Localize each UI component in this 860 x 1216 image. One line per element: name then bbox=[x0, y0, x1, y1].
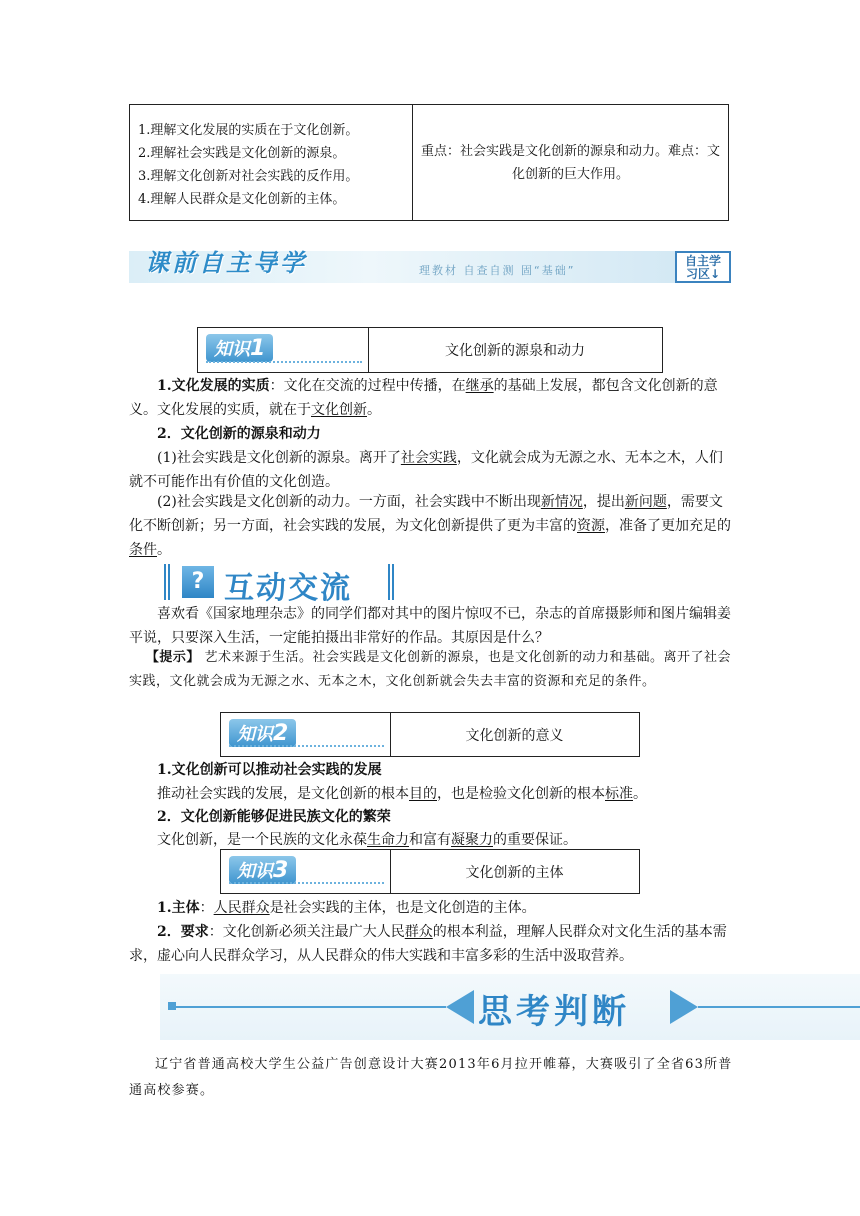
knowledge-box-1 bbox=[197, 327, 663, 373]
objective-item: 3.理解文化创新对社会实践的反作用。 bbox=[138, 169, 359, 184]
left-arrow-icon bbox=[446, 990, 474, 1024]
dotted-line bbox=[206, 361, 362, 363]
square-decoration bbox=[168, 1002, 176, 1010]
knowledge-badge: 知识1 bbox=[206, 334, 273, 362]
think-title: 思考判断 bbox=[478, 992, 630, 1032]
knowledge-title: 文化创新的源泉和动力 bbox=[445, 342, 585, 358]
objective-item: 1.理解文化发展的实质在于文化创新。 bbox=[138, 123, 359, 138]
knowledge-title: 文化创新的主体 bbox=[465, 863, 564, 880]
heading-source-power: 2．文化创新的源泉和动力 bbox=[157, 426, 321, 442]
paragraph-power: (2)社会实践是文化创新的动力。一方面，社会实践中不断出现新情况，提出新问题，需要文化不断创新；另一方面，社会实践的发展，为文化创新提供了更为丰富的资源，准备了更加充足的条件。 bbox=[129, 494, 731, 558]
paragraph-purpose: 推动社会实践的发展，是文化创新的根本目的，也是检验文化创新的根本标准。 bbox=[157, 786, 647, 802]
knowledge-tag bbox=[221, 713, 391, 756]
knowledge-title: 文化创新的意义 bbox=[465, 726, 564, 743]
question-icon: ? bbox=[182, 566, 214, 598]
paragraph-essence: 1.文化发展的实质：文化在交流的过程中传播，在继承的基础上发展，都包含文化创新的意义。文化发展的实质，就在于文化创新。 bbox=[129, 378, 718, 418]
knowledge-badge: 知识3 bbox=[229, 856, 296, 884]
think-judge-banner bbox=[160, 974, 860, 1040]
dotted-line bbox=[229, 745, 384, 747]
right-line-decoration bbox=[698, 1006, 860, 1008]
objective-item: 4.理解人民群众是文化创新的主体。 bbox=[138, 192, 346, 207]
banner-subtitle: 理教材 自查自测 固“基础” bbox=[419, 264, 576, 277]
objective-item: 2.理解社会实践是文化创新的源泉。 bbox=[138, 146, 346, 161]
right-arrow-icon bbox=[670, 990, 698, 1024]
knowledge-box-2 bbox=[220, 712, 640, 757]
exchange-question: 喜欢看《国家地理杂志》的同学们都对其中的图片惊叹不已，杂志的首席摄影师和图片编辑姜平说，只要深入生活，一定能拍摄出非常好的作品。其原因是什么？ bbox=[129, 606, 731, 646]
self-study-zone-badge: 自主学 习区↓ bbox=[675, 251, 731, 283]
knowledge-badge: 知识2 bbox=[229, 719, 296, 747]
exchange-hint: 【提示】 艺术来源于生活。社会实践是文化创新的源泉，也是文化创新的动力和基础。离开了社会实践，文化就会成为无源之水、无本之木，文化创新就会失去丰富的资源和充足的条件。 bbox=[129, 650, 732, 689]
heading-promote-practice: 1.文化创新可以推动社会实践的发展 bbox=[157, 762, 382, 778]
key-points-text: 重点：社会实践是文化创新的源泉和动力。难点：文化创新的巨大作用。 bbox=[421, 143, 721, 182]
paragraph-vitality: 文化创新，是一个民族的文化永葆生命力和富有凝聚力的重要保证。 bbox=[157, 832, 577, 848]
left-bar-decoration bbox=[164, 564, 170, 600]
paragraph-requirement: 2．要求：文化创新必须关注最广大人民群众的根本利益，理解人民群众对文化生活的基本需求，虚心向人民群众学习，从人民群众的伟大实践和丰富多彩的生活中汲取营养。 bbox=[129, 924, 727, 964]
exchange-title: 互动交流 bbox=[224, 571, 352, 606]
key-points bbox=[413, 105, 728, 220]
knowledge-tag bbox=[221, 850, 391, 893]
objectives-table bbox=[129, 104, 729, 221]
think-paragraph: 辽宁省普通高校大学生公益广告创意设计大赛2013年6月拉开帷幕，大赛吸引了全省63所普通高校参赛。 bbox=[129, 1057, 733, 1098]
knowledge-box-3 bbox=[220, 849, 640, 894]
right-bar-decoration bbox=[388, 564, 394, 600]
banner-title: 课前自主导学 bbox=[145, 249, 307, 277]
interactive-exchange-banner bbox=[160, 562, 410, 606]
objectives-list bbox=[130, 105, 413, 220]
pre-class-banner bbox=[129, 243, 731, 285]
heading-national-culture: 2．文化创新能够促进民族文化的繁荣 bbox=[157, 809, 391, 825]
paragraph-subject: 1.主体：人民群众是社会实践的主体，也是文化创造的主体。 bbox=[157, 900, 536, 916]
left-line-decoration bbox=[176, 1006, 446, 1008]
knowledge-tag bbox=[198, 328, 369, 372]
dotted-line bbox=[229, 882, 384, 884]
paragraph-source: (1)社会实践是文化创新的源泉。离开了社会实践，文化就会成为无源之水、无本之木，人们就不可能作出有价值的文化创造。 bbox=[129, 450, 723, 490]
